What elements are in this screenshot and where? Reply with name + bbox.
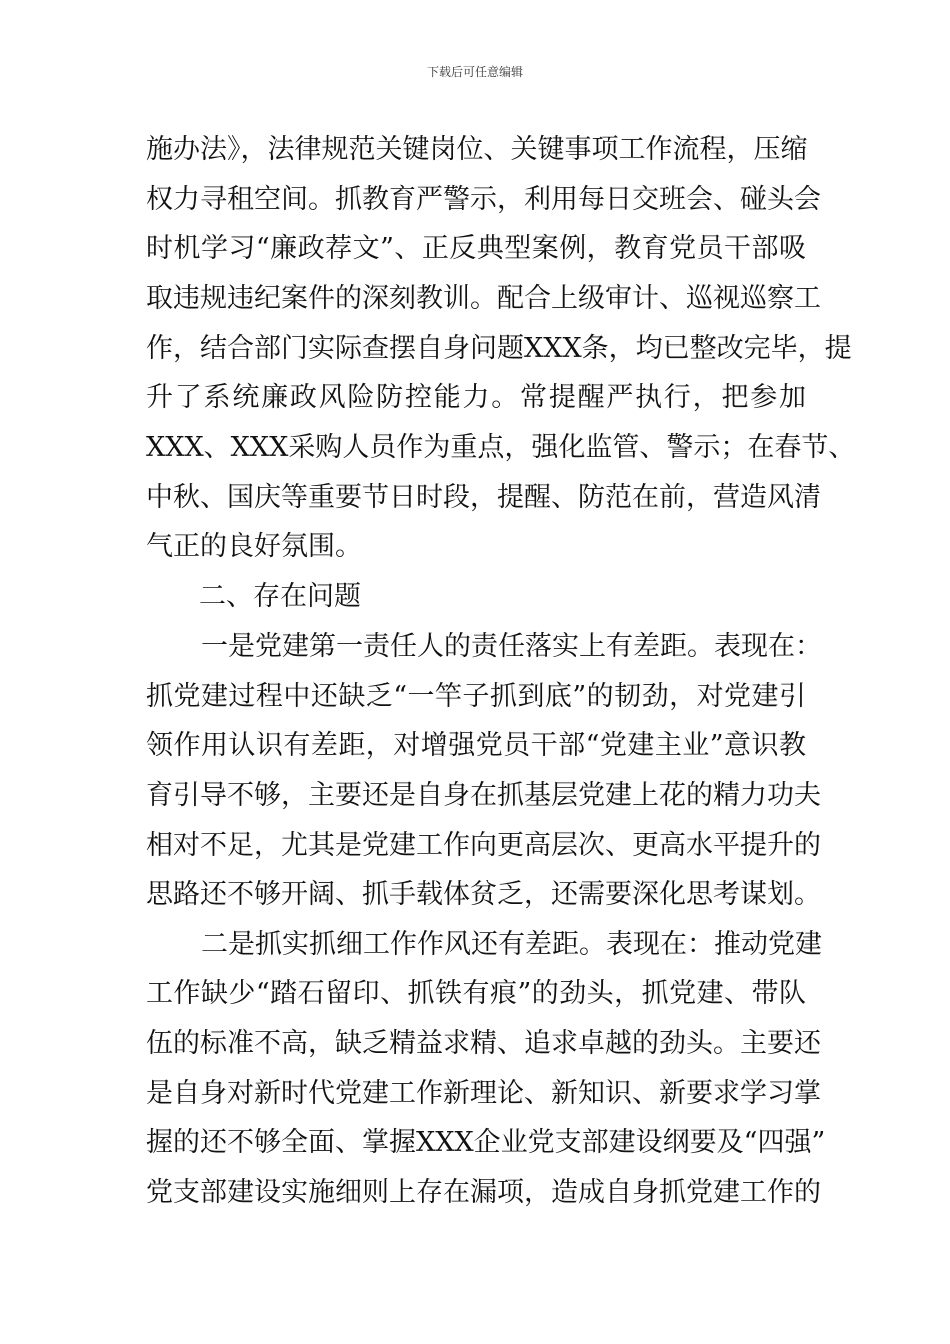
body-line: 时机学习“廉政荐文”、正反典型案例，教育党员干部吸 <box>146 233 806 264</box>
body-line: 握的还不够全面、掌握XXX企业党支部建设纲要及“四强” <box>146 1127 826 1158</box>
body-line: 权力寻租空间。抓教育严警示，利用每日交班会、碰头会 <box>146 184 821 215</box>
body-line: 伍的标准不高，缺乏精益求精、追求卓越的劲头。主要还 <box>146 1028 821 1059</box>
body-line: 育引导不够，主要还是自身在抓基层党建上花的精力功夫 <box>146 780 821 811</box>
paragraph-last-line: 思路还不够开阔、抓手载体贫乏，还需要深化思考谋划。 <box>146 879 821 910</box>
body-line: 施办法》，法律规范关键岗位、关键事项工作流程，压缩 <box>146 134 808 165</box>
section-heading: 二、存在问题 <box>199 581 361 612</box>
body-line: XXX、XXX采购人员作为重点，强化监管、警示；在春节、 <box>146 432 856 463</box>
body-line: 升了系统廉政风险防控能力。常提醒严执行，把参加 <box>146 382 806 413</box>
paragraph-last-line: 气正的良好氛围。 <box>146 531 362 562</box>
body-line: 党支部建设实施细则上存在漏项，造成自身抓党建工作的 <box>146 1177 821 1208</box>
body-line: 领作用认识有差距，对增强党员干部“党建主业”意识教 <box>146 730 806 761</box>
paragraph-first-line: 二是抓实抓细工作作风还有差距。表现在：推动党建 <box>201 929 822 960</box>
body-line: 中秋、国庆等重要节日时段，提醒、防范在前，营造风清 <box>146 482 821 513</box>
body-line: 抓党建过程中还缺乏“一竿子抓到底”的韧劲，对党建引 <box>146 681 806 712</box>
body-line: 工作缺少“踏石留印、抓铁有痕”的劲头，抓党建、带队 <box>146 978 806 1009</box>
body-line: 作，结合部门实际查摆自身问题XXX条，均已整改完毕，提 <box>146 333 852 364</box>
body-line: 相对不足，尤其是党建工作向更高层次、更高水平提升的 <box>146 830 821 861</box>
paragraph-first-line: 一是党建第一责任人的责任落实上有差距。表现在： <box>201 631 822 662</box>
body-line: 是自身对新时代党建工作新理论、新知识、新要求学习掌 <box>146 1078 821 1109</box>
page-header: 下载后可任意编辑 <box>426 65 523 79</box>
body-line: 取违规违纪案件的深刻教训。配合上级审计、巡视巡察工 <box>146 283 821 314</box>
